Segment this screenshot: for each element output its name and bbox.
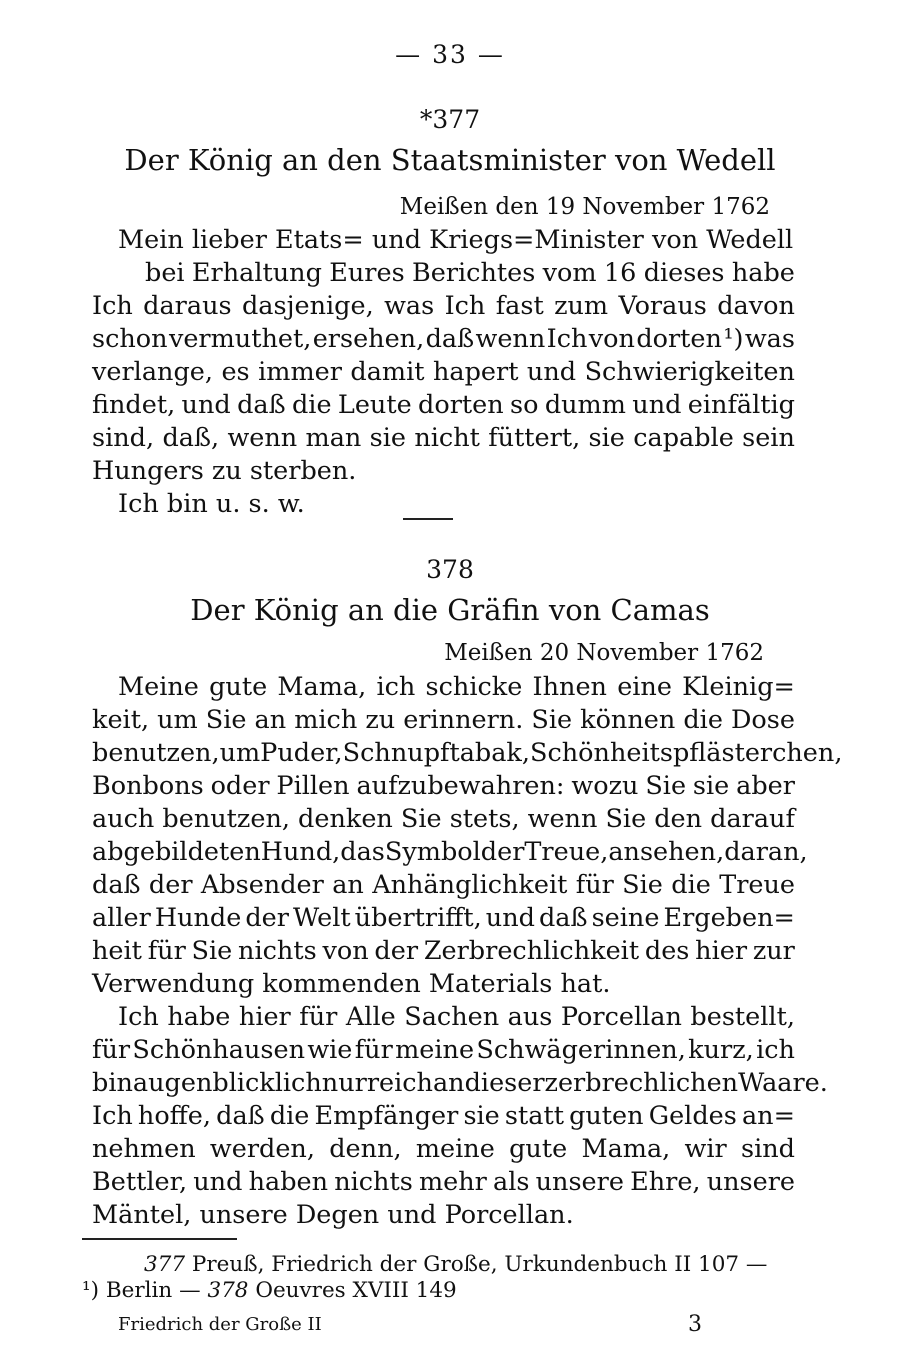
closing-line: Ich bin u. s. w. — [118, 489, 305, 519]
text-line: benutzen, um Puder, Schnupftabak, Schönheitspflästerchen, — [92, 738, 843, 768]
text-line: Hungers zu sterben. — [92, 456, 357, 486]
text-line: abgebildeten Hund, das Symbol der Treue, ansehen, daran, — [92, 837, 808, 867]
footnote-text: Berlin — — [105, 1278, 201, 1303]
text-line: bin augenblicklich nur reich an dieser zerbrechlichen Waare. — [92, 1068, 828, 1098]
text-line: Ich habe hier für Alle Sachen aus Porcellan bestellt, — [118, 1002, 795, 1032]
text-line: Verwendung kommenden Materials hat. — [92, 969, 611, 999]
text-line: bei Erhaltung Eures Berichtes vom 16 dieses habe — [145, 258, 795, 288]
text-line: keit, um Sie an mich zu erinnern. Sie können die Dose — [92, 705, 795, 735]
letter-title: Der König an die Gräfin von Camas — [190, 593, 710, 627]
text-line: Mäntel, unsere Degen und Porcellan. — [92, 1200, 574, 1230]
text-line: Bettler, und haben nichts mehr als unsere Ehre, unsere — [92, 1167, 795, 1197]
text-line: Ich hoffe, daß die Empfänger sie statt guten Geldes an= — [92, 1101, 795, 1131]
letter-place-date: Meißen 20 November 1762 — [444, 640, 764, 666]
letter-place-date: Meißen den 19 November 1762 — [399, 194, 770, 220]
text-line: Ich daraus dasjenige, was Ich fast zum Voraus davon — [92, 291, 795, 321]
letter-number: *377 — [419, 105, 481, 134]
sheet-number: 3 — [688, 1312, 702, 1337]
text-line: findet, und daß die Leute dorten so dumm und einfältig — [92, 390, 795, 420]
page-number: — 33 — — [395, 40, 505, 69]
text-line: für Schönhausen wie für meine Schwägerinnen, kurz, ich — [92, 1035, 795, 1065]
text-line: sind, daß, wenn man sie nicht füttert, sie capable sein — [92, 423, 795, 453]
text-line: schon vermuthet, ersehen, daß wenn Ich von dorten ¹) was — [92, 324, 795, 354]
footnote-text: Oeuvres XVIII 149 — [255, 1278, 457, 1303]
footnote-text: Preuß, Friedrich der Große, Urkundenbuch II 107 — — [191, 1252, 768, 1277]
footnote-line-2 — [82, 1278, 457, 1303]
footnote-ref: 377 — [144, 1252, 186, 1277]
section-divider — [403, 518, 453, 520]
text-line: daß der Absender an Anhänglichkeit für Sie die Treue — [92, 870, 795, 900]
letter-number: 378 — [426, 555, 474, 584]
text-line: Mein lieber Etats= und Kriegs=Minister von Wedell — [118, 225, 794, 255]
letter-title: Der König an den Staatsminister von Wedell — [124, 143, 776, 177]
text-line: aller Hunde der Welt übertrifft, und daß seine Ergeben= — [92, 903, 795, 933]
signature-label: Friedrich der Große II — [118, 1314, 322, 1335]
footnote-marker: ¹) — [82, 1278, 100, 1303]
footnote-rule — [82, 1238, 237, 1240]
footnote-ref: 378 — [207, 1278, 249, 1303]
text-line: Bonbons oder Pillen aufzubewahren: wozu Sie sie aber — [92, 771, 795, 801]
footnote-line-1 — [144, 1252, 767, 1277]
text-line: auch benutzen, denken Sie stets, wenn Sie den darauf — [92, 804, 795, 834]
text-line: verlange, es immer damit hapert und Schwierigkeiten — [92, 357, 795, 387]
text-line: Meine gute Mama, ich schicke Ihnen eine Kleinig= — [118, 672, 795, 702]
text-line: heit für Sie nichts von der Zerbrechlichkeit des hier zur — [92, 936, 795, 966]
text-line: nehmen werden, denn, meine gute Mama, wir sind — [92, 1134, 795, 1164]
